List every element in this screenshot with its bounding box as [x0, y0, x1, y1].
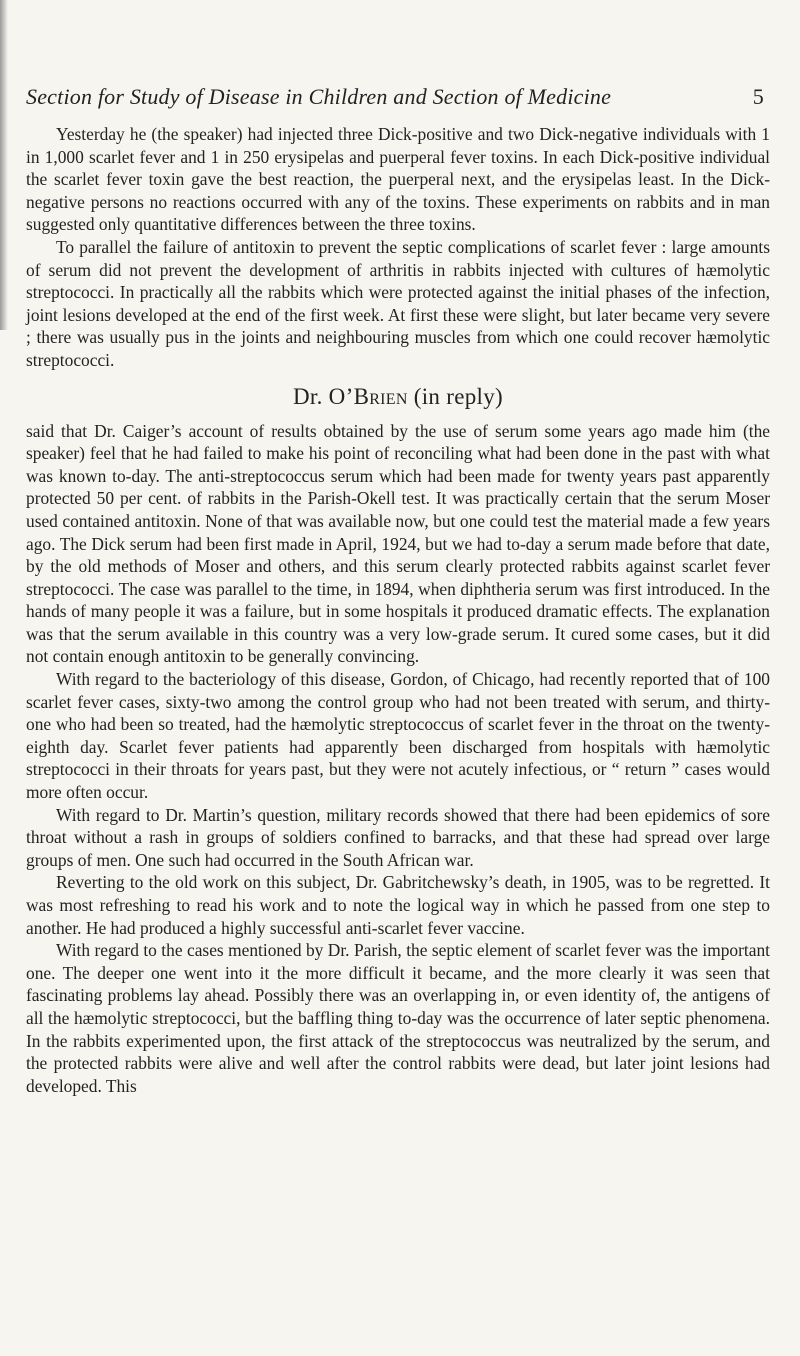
paragraph-5: With regard to Dr. Martin’s question, military records showed that there had been epidemics of sore throat without a rash in groups of soldiers confined to barracks, and that these had spread over large groups of men. One such had occurred in the South African war. [26, 804, 770, 870]
paragraph-6: Reverting to the old work on this subject, Dr. Gabritchewsky’s death, in 1905, was to be regretted. It was most refreshing to read his work and to note the logical way in which he passed from one step to another. He had produced a highly successful anti-scarlet fever vaccine. [26, 872, 770, 938]
body-text [26, 123, 770, 1097]
paragraph-4: With regard to the bacteriology of this disease, Gordon, of Chicago, had recently reported that of 100 scarlet fever cases, sixty-two among the control group who had not been treated with serum, and thirty-one who had been so treated, had the hæmolytic streptococcus of scarlet fever in the throat on the twenty-eighth day. Scarlet fever patients had apparently been discharged from hospitals with hæmolytic streptococci in their throats for years past, but they were not acutely infectious, or “ return ” cases would more often occur. [26, 669, 770, 803]
paragraph-1: Yesterday he (the speaker) had injected three Dick-positive and two Dick-negative individuals with 1 in 1,000 scarlet fever and 1 in 250 erysipelas and puerperal fever toxins. In each Dick-positive individual the scarlet fever toxin gave the best reaction, the puerperal next, and the erysipelas least. In the Dick-negative persons no reactions occurred with any of the toxins. These experiments on rabbits and in man suggested only quantitative differences between the three toxins. [26, 124, 770, 235]
paragraph-2: To parallel the failure of antitoxin to prevent the septic complications of scarlet fever : large amounts of serum did not prevent the development of arthritis in rabbits injected with cultures of hæmolytic streptococci. In practically all the rabbits which were protected against the initial phases of the infection, joint lesions developed at the end of the first week. At first these were slight, but later became very severe ; there was usually pus in the joints and neighbouring muscles from which one could recover hæmolytic streptococci. [26, 236, 770, 370]
speaker-heading-suffix: (in reply) [407, 383, 504, 409]
paragraph-3: said that Dr. Caiger’s account of results obtained by the use of serum some years ago made him (the speaker) feel that he had failed to make his point of reconciling what had been done in the past with what was known to-day. The anti-streptococcus serum which had been made for twenty years past apparently protected 50 per cent. of rabbits in the Parish-Okell test. It was practically certain that the serum Moser used contained antitoxin. None of that was available now, but one could test the material made a few years ago. The Dick serum had been first made in April, 1924, but we had to-day a serum made before that date, by the old methods of Moser and others, and this serum clearly protected rabbits against scarlet fever streptococci. The case was parallel to the time, in 1894, when diphtheria serum was first introduced. In the hands of many people it was a failure, but in some hospitals it produced dramatic effects. The explanation was that the serum available in this country was a very low-grade serum. It cured some cases, but it did not contain enough antitoxin to be generally convincing. [26, 420, 770, 667]
speaker-heading-name: Brien [353, 383, 408, 409]
running-head [26, 84, 770, 110]
running-title: Section for Study of Disease in Children and Section of Medicine [26, 84, 612, 109]
speaker-heading-prefix: Dr. O’ [292, 383, 354, 409]
page-number: 5 [752, 84, 764, 109]
speaker-heading [26, 382, 770, 412]
paragraph-7: With regard to the cases mentioned by Dr. Parish, the septic element of scarlet fever was the important one. The deeper one went into it the more difficult it became, and the more clearly it was seen that fascinating problems lay ahead. Possibly there was an overlapping in, or even identity of, the antigens of all the hæmolytic streptococci, but the baffling thing to-day was the occurrence of later septic phenomena. In the rabbits experimented upon, the first attack of the streptococcus was neutralized by the serum, and the protected rabbits were alive and well after the control rabbits were dead, but later joint lesions had developed. This [26, 940, 770, 1096]
binding-edge-shadow [0, 0, 8, 330]
